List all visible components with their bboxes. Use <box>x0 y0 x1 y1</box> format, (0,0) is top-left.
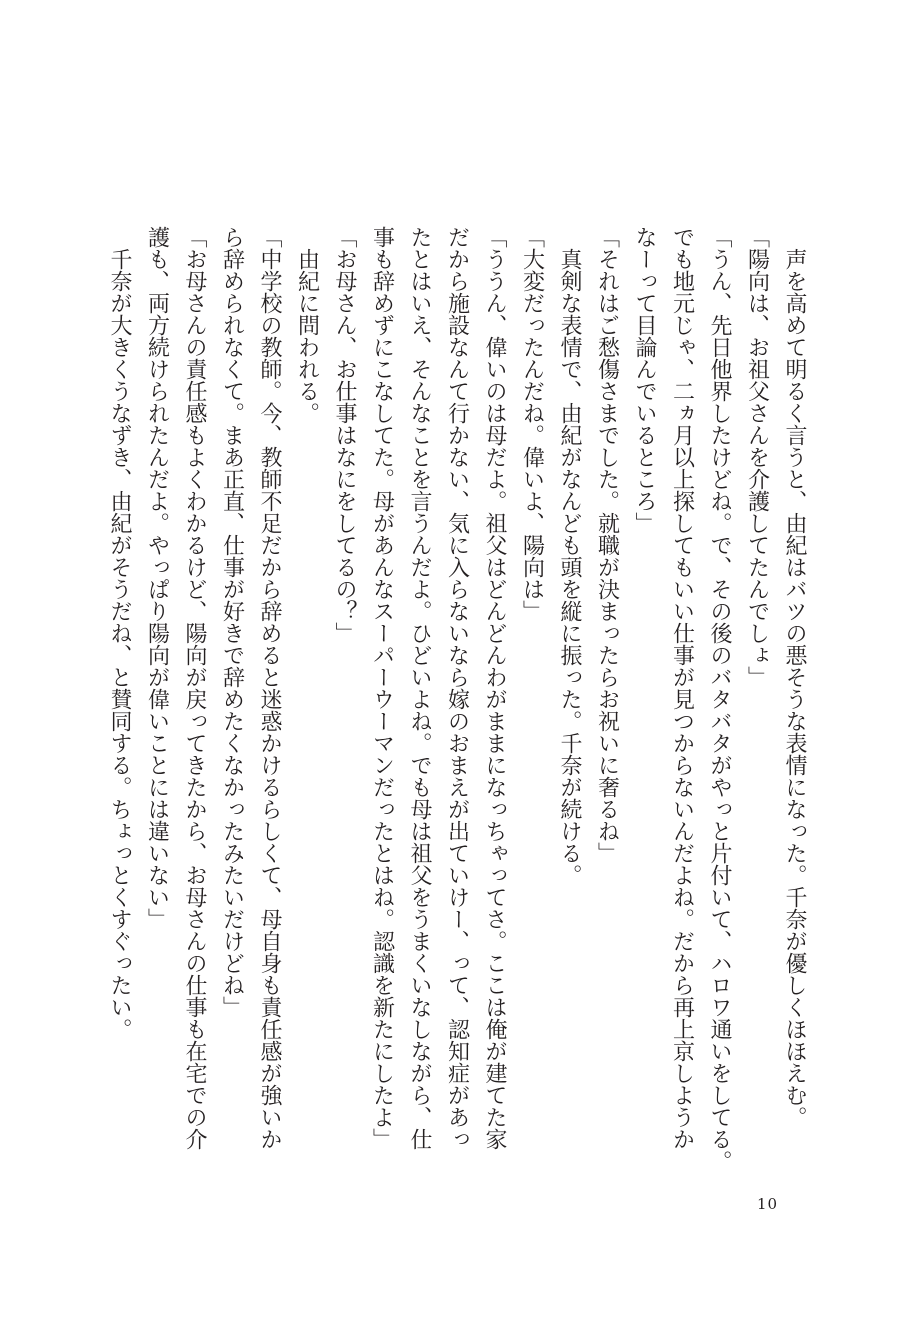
text-line: 「中学校の教師。今、教師不足だから辞めると迷惑かけるらしくて、母自身も責任感が強いか <box>257 226 282 1150</box>
text-line: 「それはご愁傷さまでした。就職が決まったらお祝いに奢るね」 <box>594 226 620 864</box>
text-line: 千奈が大きくうなずき、由紀がそうだね、と賛同する。ちょっとくすぐったい。 <box>107 248 132 1040</box>
text-line: 真剣な表情で、由紀がなんども頭を縦に振った。千奈が続ける。 <box>557 248 582 886</box>
body-text <box>100 226 813 1186</box>
text-line: 「陽向は、お祖父さんを介護してたんでしょ」 <box>744 226 770 688</box>
text-line: 「大変だったんだね。偉いよ、陽向は」 <box>519 226 545 622</box>
text-line: 「うん、先日他界したけどね。で、その後のバタバタがやっと片付いて、ハロワ通いをしてる。 <box>707 226 732 1172</box>
text-line: 声を高めて明るく言うと、由紀はバツの悪そうな表情になった。千奈が優しくほほえむ。 <box>782 248 807 1128</box>
text-line: 事も辞めずにこなしてた。母があんなスーパーウーマンだったとはね。認識を新たにしたよ」 <box>369 226 395 1150</box>
text-line: でも地元じゃ、二ヵ月以上探してもいい仕事が見つからないんだよね。だから再上京しようか <box>669 226 695 1150</box>
text-line: ら辞められなくて。まあ正直、仕事が好きで辞めたくなかったみたいだけどね」 <box>219 226 245 1018</box>
text-line: 「お母さんの責任感もよくわかるけど、陽向が戻ってきたから、お母さんの仕事も在宅での介 <box>182 226 207 1150</box>
text-line: 「お母さん、お仕事はなにをしてるの？」 <box>332 226 357 644</box>
text-line: たとはいえ、そんなことを言うんだよ。ひどいよね。でも母は祖父をうまくいなしながら、仕 <box>407 226 432 1150</box>
page-number: 10 <box>757 1195 779 1213</box>
text-line: 護も、両方続けられたんだよ。やっぱり陽向が偉いことには違いない」 <box>144 226 170 930</box>
text-line: だから施設なんて行かない、気に入らないなら嫁のおまえが出ていけー、って、認知症があっ <box>444 226 470 1150</box>
text-line: 「ううん、偉いのは母だよ。祖父はどんどんわがままになっちゃってさ。ここは俺が建てた家 <box>482 226 507 1150</box>
text-line: なーって目論んでいるところ」 <box>632 226 657 534</box>
text-line: 由紀に問われる。 <box>294 248 320 424</box>
